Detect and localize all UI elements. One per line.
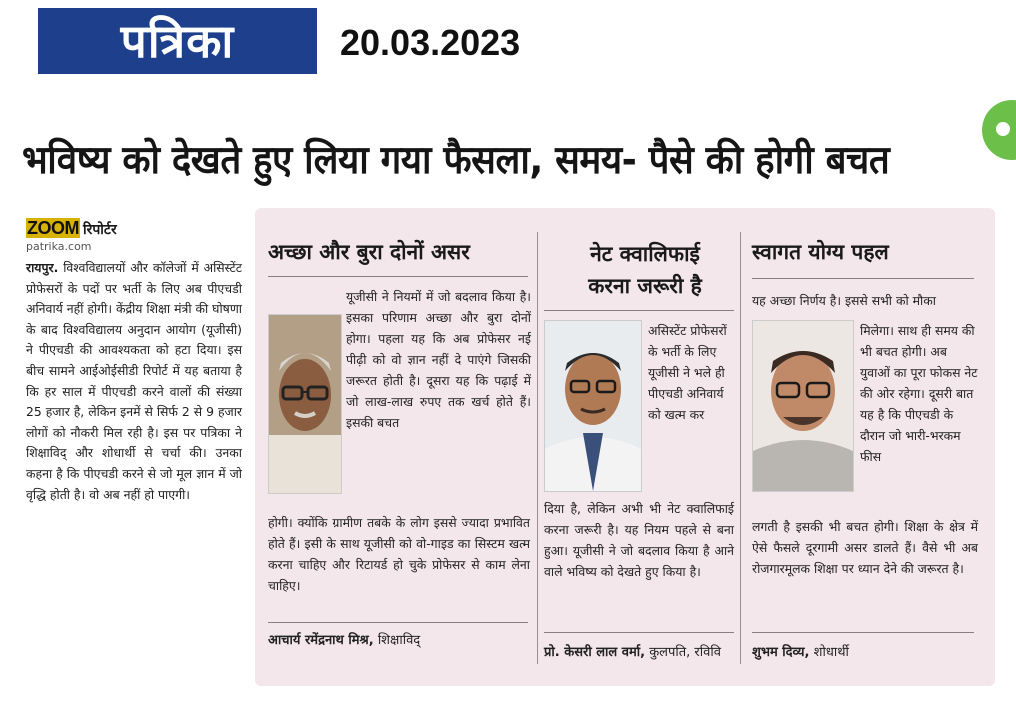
reporter-label: रिपोर्टर xyxy=(83,222,117,238)
column-3-heading: स्वागत योग्य पहल xyxy=(752,240,889,264)
portrait-photo-2 xyxy=(544,320,642,492)
column-divider xyxy=(740,232,741,664)
signature-role: शोधार्थी xyxy=(813,645,849,660)
article-headline: भविष्य को देखते हुए लिया गया फैसला, समय- पैसे की होगी बचत xyxy=(22,138,890,183)
signature-role: कुलपति, रविवि xyxy=(649,645,721,660)
column-2-heading-line1: नेट क्वालिफाई xyxy=(590,242,700,266)
byline-site: patrika.com xyxy=(26,240,92,253)
main-story xyxy=(26,258,242,505)
column-3-sig-rule xyxy=(752,632,974,633)
main-story-text: विश्वविद्यालयों और कॉलेजों में असिस्टेंट प्रोफेसरों के पदों पर भर्ती के लिए अब पीएचडी अनिवार्य नहीं होगी। केंद्रीय शिक्षा मंत्री की घोषणा के बाद विश्वविद्यालय अनुदान आयोग (यूजीसी) ने पीएचडी की आवश्यकता को हटा दिया। इस बीच सामने आईओईसीडी रिपोर्ट में यह बताया है कि हर साल में पीएचडी करने वालों की संख्या 25 हजार है, लेकिन इनमें से सिर्फ 2 से 9 हजार लोगों को नौकरी मिल रही है। इस पर पत्रिका ने शिक्षाविद् और शोधार्थी से चर्चा की। उनका कहना है कि पीएचडी करने से जो मूल ज्ञान में जो वृद्धि होती है। वो अब नहीं हो पाएगी। xyxy=(26,260,243,502)
column-1-text-below: होगी। क्योंकि ग्रामीण तबके के लोग इससे ज्यादा प्रभावित होते हैं। इसी के साथ यूजीसी को वो-गाइड का सिस्टम खत्म करना चाहिए और रिटायर्ड हो चुके प्रोफेसर से काम लेना चाहिए। xyxy=(268,515,530,593)
publication-date: 20.03.2023 xyxy=(340,22,521,63)
column-divider xyxy=(537,232,538,664)
column-1-signature xyxy=(268,630,420,648)
column-1-rule xyxy=(268,276,528,277)
column-1-sig-rule xyxy=(268,622,528,623)
patrika-logo xyxy=(38,8,317,74)
dateline: रायपुर. xyxy=(26,260,59,275)
portrait-photo-1 xyxy=(268,314,342,494)
byline xyxy=(26,218,117,239)
zoom-brand: ZOOM xyxy=(27,218,79,238)
column-2-sig-rule xyxy=(544,632,734,633)
column-3-rule xyxy=(752,278,974,279)
column-3-text-beside: मिलेगा। साथ ही समय की भी बचत होगी। अब युवाओं का पूरा फोकस नेट की ओर रहेगा। दूसरी बात यह है कि पीएचडी के दौरान जो भारी-भरकम फीस xyxy=(860,323,978,464)
column-2-text-below: दिया है, लेकिन अभी भी नेट क्वालिफाई करना जरूरी है। यह नियम पहले से बना हुआ। यूजीसी ने जो बदलाव किया है आने वाले भविष्य को देखते हुए किया है। xyxy=(544,501,734,579)
logo-text: पत्रिका xyxy=(120,14,235,68)
signature-name: आचार्य रमेंद्रनाथ मिश्र, xyxy=(268,633,374,648)
column-2-rule xyxy=(544,310,734,311)
column-3-text-top: यह अच्छा निर्णय है। इससे सभी को मौका xyxy=(752,293,936,308)
column-2-signature xyxy=(544,642,721,660)
column-1-heading: अच्छा और बुरा दोनों असर xyxy=(268,240,470,264)
column-3-signature xyxy=(752,642,849,660)
column-3-text-below: लगती है इसकी भी बचत होगी। शिक्षा के क्षेत्र में ऐसे फैसले दूरगामी असर डालते हैं। वैसे भी अब रोजगारमूलक शिक्षा पर ध्यान देने की जरूरत है। xyxy=(752,519,978,576)
column-1-text-beside: यूजीसी ने नियमों में जो बदलाव किया है। इसका परिणाम अच्छा और बुरा दोनों होगा। पहला यह कि अब प्रोफेसर नई पीढ़ी को वो ज्ञान नहीं दे पाएंगे जिसकी जरूरत होती है। दूसरा यह कि पढ़ाई में जो लाख-लाख रुपए तक खर्च होते हैं। इसकी बचत xyxy=(346,289,531,430)
portrait-photo-3 xyxy=(752,320,854,492)
column-2-heading xyxy=(560,238,730,302)
share-icon-dot xyxy=(996,122,1010,136)
column-2-heading-line2: करना जरूरी है xyxy=(588,274,702,298)
signature-role: शिक्षाविद् xyxy=(377,633,421,648)
signature-name: शुभम दिव्य, xyxy=(752,645,810,660)
zoom-logo xyxy=(26,218,80,238)
signature-name: प्रो. केसरी लाल वर्मा, xyxy=(544,645,646,660)
column-2-text-beside: असिस्टेंट प्रोफेसरों के भर्ती के लिए यूजीसी ने भले ही पीएचडी अनिवार्य को खत्म कर xyxy=(648,323,727,422)
